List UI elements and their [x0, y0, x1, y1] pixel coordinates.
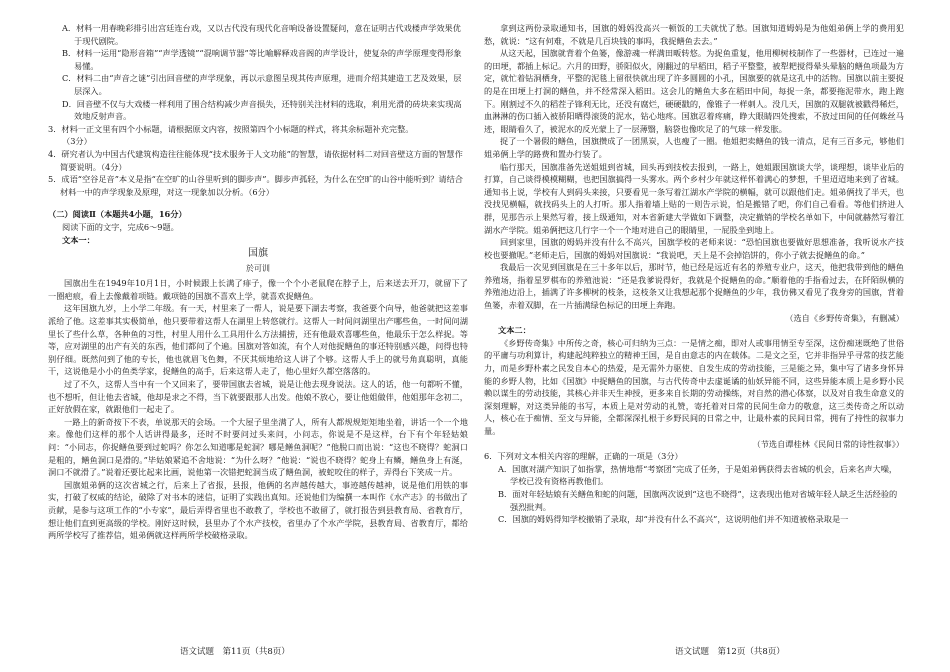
question-5: 5．成语“空谷足音”本义是指“在空旷的山谷里听到的脚步声”。脚步声孤轻，为什么在空旷的山谷中能听到？请结合材料一中的声学现象及原理，对这一现象加以分析。（6分） [48, 174, 463, 197]
choice-label: A． [498, 463, 513, 474]
page-footer-right: 语文试题 第12页（共8页） [675, 647, 785, 657]
choice-label: C． [498, 514, 513, 525]
question-3-score: （3分） [62, 136, 92, 147]
source-citation-1: （选自《乡野传奇集》，有删减） [785, 312, 904, 323]
page-footer-left: 语文试题 第11页（共8页） [180, 647, 290, 657]
option-label: B． [62, 48, 77, 59]
text2-label: 文本二： [498, 325, 531, 336]
choice-c [484, 513, 904, 526]
story-paragraph: 回到家里，国旗的姆妈并没有什么不高兴，国旗学校的老师来说：“恐怕国旗也要做好思想准备，我听说水产技校也要撤呢。”老师走后，国旗的姆妈对国旗说：“我说吧，天上是不会掉馅饼的，你小子就去捉鳝鱼的命。” [484, 237, 904, 260]
section-heading: （二）阅读Ⅱ（本题共4小题，16分） [48, 209, 187, 220]
story-paragraph: 捉了一个暑假的鳝鱼，国旗攒成了一团黑炭，人也瘦了一圈。他姐把卖鳝鱼的钱一清点，足有三百多元，够他们姐弟俩上学的路费和置办行装了。 [484, 136, 904, 159]
left-column [48, 22, 468, 542]
question-4: 4．研究者认为中国古代建筑构造往往能体现“技术服务于人文功能”的智慧，请依据材料二对回音壁这方面的智慧作简要说明。（4分） [48, 148, 463, 172]
choice-text: 国旗的姆妈得知学校撤销了录取，却“并没有什么不高兴”，这说明他们并不知道被格录取是一 [512, 514, 849, 525]
story-title: 国旗 [248, 248, 268, 260]
story-paragraph: 从这天起，国旗就背着个鱼篓，像游魂一样满田畈转悠。为捉鱼重复，他用柳树枝制作了一些器材，已连过一遍的田埂，都插上标记。六月的田野，骄阳似火，刚翻过的早稻田，稻子平整整，被犁耙搅得晕头晕脑的鳝鱼项最为方定，就忙着钻洞栖身，平整的泥毯上留很快就出现了许多圆圆的小孔，国旗要的就是这孔中的活物。国旗以前主要捉的是在田埂上打洞的鳝鱼，并不经常深入稻田。这会儿的鳝鱼大多在稻田中间，每捉一条，都要拖泥带水，跑上跑下。刚割过不久的稻茬子锋利无比，还没有腐烂，硬硬戳的，像锥子一样刺人。没几天，国旗的双腿就被戳得稀烂，血淋淋的伤口插入被骄阳晒得滚烫的泥水，钻心地疼。国旗忍着疼痛，睁大眼睛四处搜索，不放过田间的任何蛛丝马迹，眼睛看久了，被泥水的反光蒙上了一层薄翳，脑袋也像吹足了的气球一样发胀。 [484, 48, 904, 134]
story-paragraph: 这年国旗九岁，上小学二年级。有一天，村里来了一帮人，说是要下湖去考察，我爸要个向导，他爸就把这差事派给了他。这差事其实极简单，他只要带着这帮人在湖里上转悠就行。这帮人一时间问湖里出产哪些鱼，一时间问湖里长了些什么草，各种鱼的习性，村里人用什么工具用什么方法捕捞，还有他最欢喜哪些鱼，他最乐于怎么样捉。等等，应对湖里的出产有关的东西，他们都问了个遍。国旗对答如流，有个人对他捉鳝鱼的事还特别感兴趣，问得也特别仔细。既然问到了他的专长，他也就眉飞色舞，不厌其烦地给这人讲了个够。这帮人手上的就号角真聪明，真能干，这说他是小小的鱼类学家，捉鳝鱼的高手，后来这帮人走了，他心里好久都空落落的。 [48, 303, 468, 377]
story-paragraph: 我最后一次见到国旗是在三十多年以后，那时节，他已经是远近有名的养殖专业户，这天，他把我带到他的鳝鱼养殖场，指着星罗棋布的养殖池说：“还是我爹说得好，我就是个捉鳝鱼的命。”顺着他的手指看过去，在阡陌纵横的养殖池边沿上，插满了许多柳树的枝条，这枝条又让我想起那个捉鳝鱼的少年，我仿佛又看见了我身旁的国旗，背着鱼篓，赤着双脚，在一片插满绿色标记的田埂上奔跑。 [484, 262, 904, 311]
story-paragraph: 一路上的新奇按下不表，单说那天的会场。一个大屋子里坐满了人，所有人都规规矩矩地坐着，讲话一个一个地来。像他们这样的那个人话讲得最多，还时不时要问过头来问，小问志，你说是不是这样，台下有个年轻姑娘问：“小同志，你捉鳝鱼要到过蛇吗？你怎么知道哪是蛇洞？哪是鳝鱼洞呢？”他脱口而出说：“这也不晓得？蛇洞口是粗的，鳝鱼洞口是滑的。”毕姑娘紧追不舍地说：“为什么呀？”他说：“说也不晓得？蛇身上有鳞，鳝鱼身上有涎，洞口不就滑了。”说着还要比起来比画，说他第一次错把蛇洞当成了鳝鱼洞，被蛇咬住的样子，弄得台下笑成一片。 [48, 416, 468, 478]
question-3: 3．材料一正文里有四个小标题，请根据原文内容，按照第四个小标题的样式，将其余标题补充完整。 [48, 123, 414, 134]
story-author: 於可训 [246, 263, 270, 273]
option-c [48, 72, 468, 97]
choice-a [484, 463, 904, 488]
option-text: 材料一运用“隐形音箱”“声学透镜”“混响调节器”等比喻解释戏音阁的声学设计，使复杂的声学原理变得形象易懂。 [74, 48, 462, 71]
option-text: 回音壁不仅与大戏楼一样利用了围合结构减少声音损失，还特别关注材料的选取，利用光滑的砖块来实现高效地反射声音。 [74, 98, 462, 122]
story-paragraph: 临行那天，国旗准备先送姐姐到省城，回头再到技校去报到，一路上，她姐跟国旗谈大学，谈理想，谈毕业后的打算，自己谈得模模糊糊，也把国旗搞得一头雾水。两个乡村少年就这样怀着满心的梦想，千里迢迢地来到了省城。通知书上说，学校有人到码头来接，只要看见一条写着江湖水产学院的横幅，就可以跟他们走。姐弟俩找了半天，也没找见横幅，就找码头上的人打听。那人指着墙上贴的一则告示说，怕是搬错了吧，你们自己看看。等他们挤进人群，见那告示上果然写着，接上级通知，对本省新建大学做如下调整，决定撤销的学校名单如下，中间就赫然写着江湖水产学院。姐弟俩把这几行字一个一个地对进自己的眼睛里，一屁股坐到地上。 [484, 161, 904, 235]
choice-text: 国旗对湖产知识了如指掌，热情地帮“考察团”完成了任务，于是姐弟俩获得去省城的机会，后来名声大噪，学校已没有资格再教他们。 [510, 463, 898, 487]
option-a [48, 22, 468, 47]
option-label: A． [62, 23, 77, 33]
choice-text: 面对年轻姑娘有关鳝鱼和蛇的问题，国旗两次说到“这也不晓得”，这表现出他对省城年轻人缺乏生活经验的强烈批判。 [510, 488, 898, 512]
section-instruction: 阅读下面的文字，完成6～9题。 [62, 221, 179, 232]
question-6: 6．下列对文本相关内容的理解，正确的一项是（3分） [484, 451, 683, 462]
story-paragraph: 国旗出生在1949年10月1日，小时候跟上长满了痱子，像一个个小老鼠爬在脖子上，后来送去开刀，就留下了一圈疤痕，看上去像戴着项链。戴项链的国旗不喜欢上学，就喜欢捉鳝鱼。 [48, 278, 468, 301]
text1-label: 文本一： [62, 234, 95, 245]
essay-paragraph: 《乡野传奇集》中所传之奇，核心可归纳为三点：一是情之痴，即对人或事用情至专至深，这份痴迷既绝了世俗的平庸与功利算计，构建起纯粹独立的精神王国，是自由意志的内在载体。二是文之至，它并非指异乎寻常的技艺能力，而是乡野朴素之民发自本心的热爱，是无需外力驱使、自发生成的劳动技能，三是能之异，集中写了诸多身怀异能的乡野人物，比如《国旗》中捉鳝鱼的国旗，与古代传奇中去虚诞谲的仙妖异能不同，这些异能本质上是乡野小民赖以谋生的劳动技能，其核心并非天生神授，更多来自长期的劳动操练，对自然的潜心体察，以及对自我生命意义的深刻理解，对这类异能的书写，本质上是对劳动的礼赞，寄托着对日常的民间生命力的敬意，这三类传奇之所以动人，核心在于痴情、至文与异能，全都深深扎根于乡野民间的日常之中，让最朴素的民间日常，拥有了持性的叙事力量。 [484, 337, 904, 436]
story-paragraph: 拿到这两份录取通知书，国旗的姆妈没高兴一顿饭的工夫就忧了愁。国旗知道姆妈是为他姐弟俩上学的费用犯愁，就说：“这有何难，不就是几百块钱的事吗，我捉鳝鱼去去。” [484, 23, 904, 46]
option-text: 材料一用春晚彩排引出宫廷连台戏，又以古代没有现代化音响设备设置疑问，意在证明古代戏楼声学效果优于现代剧院。 [74, 23, 461, 46]
option-label: D． [62, 98, 77, 109]
option-text: 材料二由“声音之谜”引出回音壁的声学现象，再以示意图呈现其传声原理，进而介绍其建造工艺及效果，层层深入。 [74, 73, 462, 96]
story-paragraph: 过了不久，这帮人当中有一个又回来了，要带国旗去省城，说是让他去现身说法。这人的话，他一句都听不懂，也不想听，但让他去省城，他却是求之不得，当下就要跟那人出发。他娘不放心，要让他姐做伴，他姐那年念初二，正好放假在家，就跟他们一起走了。 [48, 379, 468, 415]
right-column [484, 22, 904, 526]
choice-label: B． [498, 488, 513, 499]
source-citation-2: （节选自谭桂林《民间日常的诗性叙事》） [752, 438, 904, 449]
choice-b [484, 488, 904, 513]
option-label: C． [62, 73, 77, 84]
option-d [48, 98, 468, 123]
story-paragraph: 国旗姐弟俩的这次省城之行，后来上了省报，县报，他俩的名声越传越大，事迹越传越神，说是他们用铁的事实，打破了权威的结论，破除了对书本的迷信，证明了实践出真知。还说他们为编撰一本叫作《水产志》的书做出了贡献，是参与这项工作的“小专家”，最后弄得省里也不敢教了，学校也不敢留了，就打报告到县教育局、省教育厅，想让他们直到更高级的学校。刚好这时候，县里办了个水产技校，省里办了个水产学院，县教育局、省教育厅，都给两所学校写了推荐信，姐弟俩就这样两所学校破格录取。 [48, 479, 468, 541]
option-b [48, 47, 468, 72]
